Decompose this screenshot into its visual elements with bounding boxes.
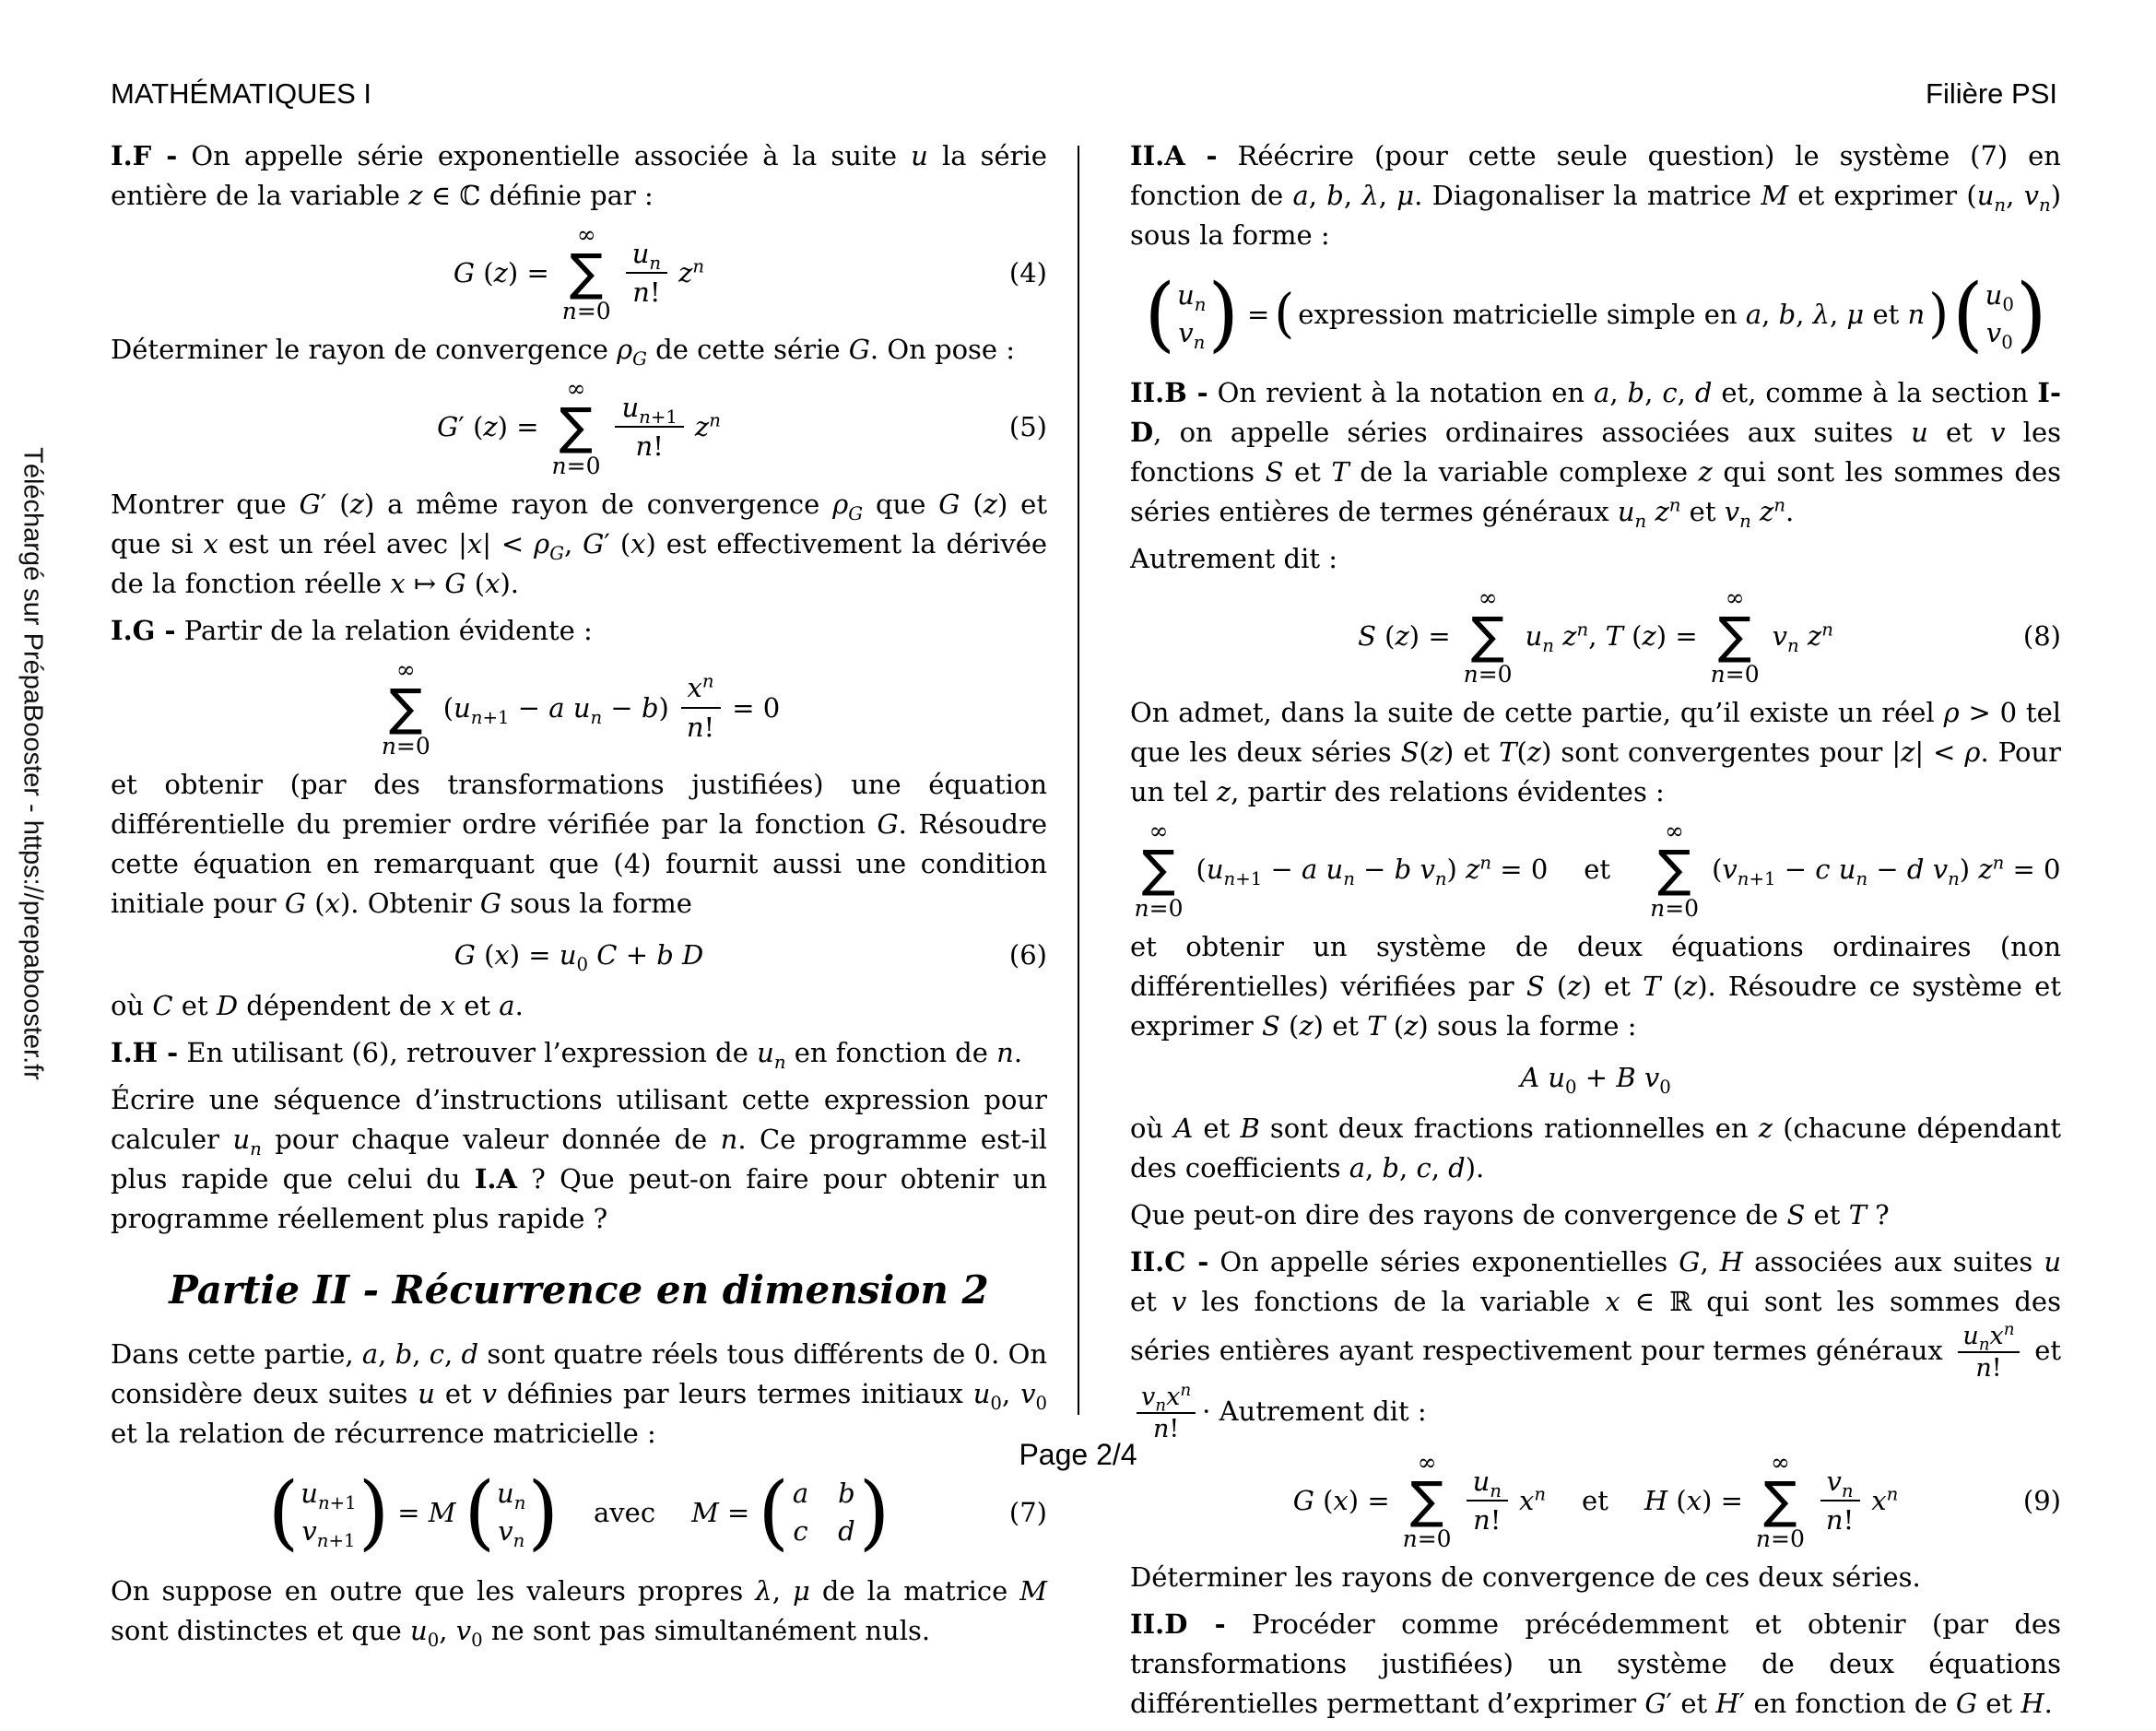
fraction-denominator: n! [686,711,715,743]
sum-lower-limit: n=0 [381,732,430,760]
paragraph-iid: II.D - Procéder comme précédemment et obtenir (par des transformations justifiées) un système de deux équations différentielles permettant d’exprimer G′ et H′ en fonction de G et H. [1130,1608,2061,1720]
fraction-numerator: $v_nx^n$ [1137,1383,1196,1414]
equation-number: (7) [1008,1496,1047,1528]
equation-7 [111,1461,1047,1564]
fraction-denominator: n! [1473,1503,1502,1536]
eq6-body: G $(x) = u_0$ C + b D [454,938,704,975]
left-paren-icon: ( [267,1465,300,1560]
sigma-icon: ∑ [570,243,604,301]
sum-lower-limit: n=0 [1134,894,1184,922]
et-word: et [1582,1484,1608,1516]
vector-entry: $u_n$ [497,1478,526,1514]
eq9-x2: $x^n$ [1871,1483,1899,1516]
sum-upper-limit: ∞ [395,655,416,683]
fraction-numerator: $u_nx^n$ [1958,1322,2019,1353]
left-paren-icon: ( [1952,267,1984,361]
paragraph-ig: I.G - Partir de la relation évidente : [111,614,593,646]
matrix-entry: a [792,1478,809,1510]
right-paren-icon: ) [527,1465,559,1560]
column-divider [1078,146,1079,1415]
fraction-denominator: n! [1825,1503,1855,1536]
vector-entry: $u_0$ [1985,279,2014,316]
vector-entry: $u_{n+1}$ [300,1478,357,1514]
matrix-entry: b [838,1478,855,1510]
document-title: MATHÉMATIQUES I [111,77,372,110]
sum-lower-limit: n=0 [1402,1525,1452,1553]
sum-upper-limit: ∞ [1725,584,1745,611]
right-paren-icon: ) [1208,267,1240,361]
et-word: et [1584,854,1611,886]
equation-aubv [1130,1054,2061,1101]
sum-operator [1134,818,1184,922]
part-title: Partie II - Récurrence en dimension 2 [169,1266,989,1313]
sum-operator [1710,584,1760,689]
sigma-icon: ∑ [1470,606,1505,665]
eqig-rhs: = 0 [732,691,781,724]
column-vector [1952,267,2047,361]
eq4-rhs: $z^n$ [678,255,705,289]
fraction [615,391,683,464]
watermark-text: Téléchargé sur PrépaBooster - https://prepabooster.fr [18,447,48,1080]
sum-upper-limit: ∞ [1478,584,1498,611]
sum-upper-limit: ∞ [566,375,586,403]
paragraph-iia: II.A - Réécrire (pour cette seule question) le système (7) en fonction de a, b, λ, μ. Diagonaliser la matrice M et exprimer ($u_n$, $v_n$) sous la forme : [1130,140,2062,251]
fraction-numerator: $u_n$ [1467,1465,1508,1501]
paragraph-etobtenir: et obtenir (par des transformations justifiées) une équation différentielle du premier ordre vérifiée par la fonction G. Résoudre cette équation en remarquant que (4) fournit aussi une condition initiale pour G (x). Obtenir G sous la forme [111,768,1047,919]
paragraph-dans: Dans cette partie, a, b, c, d sont quatre réels tous différents de 0. On considère deux suites u et v définies par leurs termes initiaux $u_0$, $v_0$ et la relation de récurrence matricielle : [111,1337,1048,1449]
fraction-numerator: $x^n$ [681,671,721,708]
fraction [1467,1465,1508,1537]
eq5-lhs: G′ (z) = [437,411,539,443]
vector-entry: $v_n$ [1178,317,1206,353]
equation-5 [111,377,1047,477]
eq9-x1: $x^n$ [1518,1483,1547,1516]
fraction-numerator: $v_n$ [1820,1465,1860,1501]
sum-upper-limit: ∞ [1417,1448,1437,1476]
sigma-icon: ∑ [1657,840,1691,899]
column-vector [464,1465,559,1560]
paragraph-ou-ab: où A et B sont deux fractions rationnelles en z (chacune dépendant des coefficients a, b, c, d). [1130,1112,2061,1183]
matrix [758,1465,890,1560]
equation-4 [111,223,1047,323]
sum-operator [381,655,430,760]
right-paren-icon: ) [858,1465,890,1560]
paragraph-etobtenir-st: et obtenir un système de deux équations ordinaires (non différentielles) vérifiées par S (z) et T (z). Résoudre ce système et exprimer S (z) et T (z) sous la forme : [1130,930,2061,1042]
relation-body: ($v_{n+1} - c$ $u_n - d$ $v_n$) $z^n = 0$ [1712,852,2061,890]
sigma-icon: ∑ [389,677,423,736]
equation-number: (5) [1008,411,1047,443]
eq7-matrix-lhs: M = [691,1496,750,1528]
sum-operator [552,377,601,477]
equation-number: (6) [1008,938,1047,971]
right-paren-icon: ) [1928,283,1950,345]
aubv-body: A $u_0 + B$ $v_0$ [1520,1061,1671,1098]
inline-fraction [1137,1380,1196,1443]
equation-8 [1130,584,2061,689]
right-column [1130,129,2061,1731]
paragraph-if: I.F - On appelle série exponentielle associée à la suite u la série entière de la variable z ∈ ℂ définie par : [111,140,1047,211]
sum-operator [562,223,611,323]
eq4-lhs: G (z) = [453,257,549,289]
fraction-numerator: $u_{n+1}$ [615,391,683,428]
page-number: Page 2/4 [1019,1438,1137,1471]
equals-sign: = [1247,299,1270,330]
equation-iia [1130,263,2061,366]
sigma-icon: ∑ [1763,1470,1797,1529]
fraction-numerator: $u_n$ [626,237,667,274]
right-paren-icon: ) [358,1465,390,1560]
paragraph-autrement: Autrement dit : [1130,543,1337,574]
matrix-expression-placeholder: expression matricielle simple en a, b, λ, μ et n [1298,299,1926,330]
equation-ig [111,655,1047,760]
fraction-denominator: n! [632,277,661,309]
column-vector [1144,267,1240,361]
paragraph-determiner: Déterminer le rayon de convergence $\rho_G$ de cette série G. On pose : [111,334,1016,371]
paragraph-determiner-rayons: Déterminer les rayons de convergence de ces deux séries. [1130,1561,1921,1594]
track-label: Filière PSI [1926,77,2057,110]
equation-relations [1130,818,2061,922]
sum-upper-limit: ∞ [1149,818,1169,845]
eq8-mid: $u_n$ $z^n$, T (z) = [1525,618,1698,656]
relation-body: ($u_{n+1} - a$ $u_n - b$ $v_n$) $z^n = 0$ [1196,852,1549,890]
paragraph-ih: I.H - En utilisant (6), retrouver l’expression de $u_n$ en fonction de n. [111,1036,1023,1073]
equation-number: (9) [2022,1484,2061,1516]
eq7-mid: = M [397,1496,456,1528]
avec-word: avec [594,1496,656,1528]
sum-upper-limit: ∞ [576,221,596,248]
sum-lower-limit: n=0 [561,298,611,325]
paragraph-admet: On admet, dans la suite de cette partie, qu’il existe un réel ρ > 0 tel que les deux séries S(z) et T(z) sont convergentes pour |z| < ρ. Pour un tel z, partir des relations évidentes : [1130,697,2062,808]
eq8-rhs: $v_n$ $z^n$ [1772,618,1833,656]
eq9-lhs1: G (x) = [1292,1484,1390,1516]
paragraph-iic [1130,1242,2061,1443]
sigma-icon: ∑ [559,397,594,456]
equation-6 [111,931,1047,979]
paragraph-montrer: Montrer que G′ (z) a même rayon de convergence $\rho_G$ que G (z) et que si x est un réel avec $|x| < \rho_G$, G′ (x) est effectivement la dérivée de la fonction réelle x ↦ G (x). [111,488,1048,599]
fraction [626,237,667,310]
eq5-rhs: $z^n$ [694,409,721,443]
paragraph-suppose: On suppose en outre que les valeurs propres λ, μ de la matrice M sont distinctes et que $u_0$, $v_0$ ne sont pas simultanément nuls. [111,1574,1047,1651]
equation-number: (8) [2022,620,2061,653]
vector-entry: $v_0$ [1985,317,2013,353]
sum-operator [1650,818,1700,922]
sum-upper-limit: ∞ [1770,1448,1790,1476]
equation-number: (4) [1008,257,1047,289]
vector-entry: $u_n$ [1177,279,1207,316]
sum-lower-limit: n=0 [1710,661,1760,689]
et-word: et [2034,1334,2062,1366]
sum-upper-limit: ∞ [1665,818,1684,845]
inline-fraction [1958,1319,2019,1383]
right-paren-icon: ) [2015,267,2047,361]
eqig-body: ($u_{n+1} - a$ $u_n - b$) [442,691,669,728]
iic-text: II.C - On appelle séries exponentielles G, H associées aux suites u et v les fonctions de la variable x ∈ ℝ qui sont les sommes des séries entières ayant respectivement pour termes généraux [1130,1245,2062,1366]
sum-operator [1463,584,1513,689]
paragraph-ou-cd: où C et D dépendent de x et a. [111,989,524,1021]
sigma-icon: ∑ [1141,840,1176,899]
fraction-denominator: n! [1975,1353,2002,1383]
sum-lower-limit: n=0 [1755,1525,1805,1553]
left-column [111,129,1047,1658]
vector-entry: $v_{n+1}$ [301,1514,356,1551]
left-paren-icon: ( [464,1465,496,1560]
left-paren-icon: ( [758,1465,789,1560]
left-paren-icon: ( [1274,283,1295,345]
paragraph-ecrire: Écrire une séquence d’instructions utilisant cette expression pour calculer $u_n$ pour chaque valeur donnée de n. Ce programme est-il plus rapide que celui du I.A ? Que peut-on faire pour obtenir un programme réellement plus rapide ? [111,1083,1048,1234]
matrix-entry: d [838,1514,855,1547]
left-paren-icon: ( [1144,267,1176,361]
sigma-icon: ∑ [1409,1470,1444,1529]
paragraph-iib: II.B - On revient à la notation en a, b, c, d et, comme à la section I-D, on appelle séries ordinaires associées aux suites u et v les fonctions S et T de la variable complexe z qui sont les sommes des séries entières de termes généraux $u_n$ $z^n$ et $v_n$ $z^n$. [1130,377,2062,532]
fraction-denominator: n! [635,430,664,463]
sum-lower-limit: n=0 [1463,661,1513,689]
fraction-denominator: n! [1152,1414,1180,1443]
fraction [1820,1465,1860,1537]
sigma-icon: ∑ [1717,606,1752,665]
matrix-entry: c [793,1514,808,1547]
page-header [111,77,2057,111]
iic-text-end: · Autrement dit : [1202,1395,1427,1427]
paragraph-que: Que peut-on dire des rayons de convergence de S et T ? [1130,1198,1890,1231]
column-vector [267,1465,390,1560]
eq8-lhs: S (z) = [1358,620,1451,653]
fraction [680,671,721,744]
vector-entry: $v_n$ [498,1514,525,1551]
sum-lower-limit: n=0 [551,452,601,479]
sum-lower-limit: n=0 [1650,894,1700,922]
eq9-lhs2: H (x) = [1644,1484,1743,1516]
